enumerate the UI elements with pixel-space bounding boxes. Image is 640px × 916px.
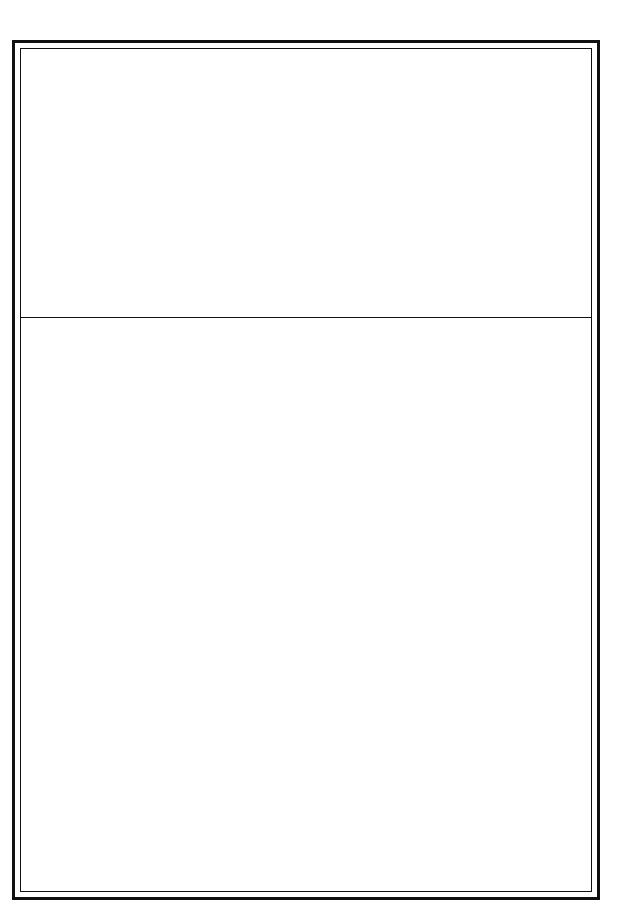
upper-register [21, 49, 591, 317]
page-border-inner [20, 48, 592, 892]
lower-register [21, 317, 591, 893]
page-border [12, 40, 600, 900]
